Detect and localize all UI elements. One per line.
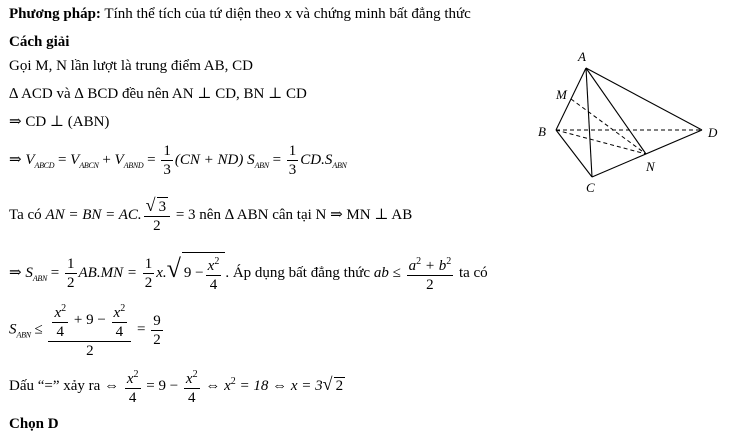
radicand: 2 bbox=[335, 377, 344, 394]
x-squared-eq-18: = 18 ⇔ x = 3 bbox=[235, 377, 323, 394]
numerator bbox=[144, 196, 170, 217]
numerator bbox=[125, 366, 141, 389]
implies-symbol: ⇒ bbox=[9, 264, 26, 281]
fraction-one-third bbox=[161, 142, 173, 179]
fraction-x2-over-4 bbox=[206, 253, 222, 294]
edge-ac bbox=[586, 68, 592, 177]
x: x bbox=[207, 258, 215, 274]
radical-sign: √ bbox=[166, 253, 181, 283]
label-n: N bbox=[646, 159, 655, 174]
numerator bbox=[112, 300, 128, 323]
denominator: 4 bbox=[209, 277, 218, 293]
equals: = bbox=[268, 151, 285, 168]
s-symbol: S bbox=[25, 264, 33, 281]
a: a bbox=[408, 258, 417, 274]
denominator: 4 bbox=[56, 324, 65, 340]
fraction-x2-over-4 bbox=[112, 300, 128, 341]
label-m: M bbox=[556, 87, 567, 102]
label-d: D bbox=[708, 125, 718, 140]
an-expression: AN = BN = AC. bbox=[45, 206, 142, 223]
conclusion-text: nên ∆ ABN cân tại N ⇒ MN ⊥ AB bbox=[195, 206, 413, 223]
tetrahedron-figure bbox=[530, 46, 730, 196]
equals: = bbox=[47, 264, 64, 281]
cn-plus-nd: (CN + ND) bbox=[174, 151, 244, 168]
method-text: Tính thể tích của tứ diện theo x và chứng minh bất đẳng thức bbox=[100, 6, 471, 22]
equals-nine-minus: = 9 − bbox=[142, 377, 182, 394]
exponent: 2 bbox=[192, 369, 198, 380]
subscript-abcd: ABCD bbox=[34, 160, 55, 170]
inequality-formula bbox=[9, 300, 165, 360]
fraction-nine-halves bbox=[151, 312, 163, 349]
an-bn-line bbox=[9, 196, 412, 235]
text: Dấu “=” xảy ra ⇔ bbox=[9, 377, 123, 394]
numerator bbox=[184, 366, 200, 389]
fraction-x2-over-4 bbox=[52, 300, 68, 341]
plus-b: + b bbox=[421, 258, 447, 274]
v-symbol: V bbox=[70, 151, 80, 168]
numerator: 9 bbox=[153, 312, 161, 329]
subscript-abn: ABN bbox=[32, 273, 48, 283]
s-symbol: S bbox=[247, 151, 255, 168]
equals: = bbox=[133, 321, 150, 338]
segment-mn-hidden bbox=[571, 99, 646, 154]
plus-nine-minus: + 9 − bbox=[70, 311, 110, 328]
radical-sign: √ bbox=[145, 195, 156, 215]
denominator: 2 bbox=[426, 277, 434, 293]
segment-bn-hidden bbox=[556, 130, 646, 154]
exponent: 2 bbox=[133, 369, 139, 380]
subscript-abn: ABN bbox=[254, 160, 269, 170]
equals: = bbox=[54, 151, 71, 168]
prefix-text: Ta có bbox=[9, 206, 46, 223]
text-line-1: Gọi M, N lần lượt là trung điểm AB, CD bbox=[9, 58, 253, 74]
fraction-one-half bbox=[65, 255, 77, 292]
section-title: Cách giải bbox=[9, 34, 70, 50]
exponent: 2 bbox=[61, 303, 67, 314]
fraction-sqrt3-over-2 bbox=[144, 196, 170, 235]
denominator: 3 bbox=[288, 162, 297, 178]
subscript-abcn: ABCN bbox=[79, 160, 99, 170]
numerator bbox=[52, 300, 68, 323]
volume-formula bbox=[9, 142, 347, 179]
subscript-abn: ABN bbox=[16, 330, 31, 340]
ab-le: ab ≤ bbox=[373, 264, 405, 281]
exponent: 2 bbox=[416, 256, 422, 267]
denominator: 3 bbox=[163, 162, 171, 178]
fraction-one-third bbox=[287, 142, 299, 179]
radicand bbox=[182, 252, 225, 294]
exponent: 2 bbox=[230, 375, 236, 387]
result: = 3 bbox=[172, 206, 196, 223]
denominator: 2 bbox=[144, 275, 153, 291]
equals: = bbox=[143, 151, 160, 168]
iff: ⇔ bbox=[201, 377, 225, 394]
denominator: 2 bbox=[86, 343, 94, 359]
label-c: C bbox=[586, 180, 595, 195]
v-symbol: V bbox=[25, 151, 35, 168]
label-b: B bbox=[538, 124, 546, 139]
numerator: 1 bbox=[163, 143, 171, 159]
denominator: 2 bbox=[153, 218, 161, 234]
x: x bbox=[113, 305, 121, 321]
numerator: 1 bbox=[288, 143, 297, 159]
exponent: 2 bbox=[214, 256, 220, 267]
big-fraction bbox=[48, 300, 131, 360]
exponent: 2 bbox=[120, 303, 126, 314]
numerator: 1 bbox=[67, 256, 75, 272]
text-line-3: ⇒ CD ⊥ (ABN) bbox=[9, 114, 110, 130]
equality-condition bbox=[9, 366, 345, 407]
fraction-x2-over-4 bbox=[125, 366, 141, 407]
cd-s: CD.S bbox=[300, 151, 333, 168]
numerator bbox=[48, 300, 131, 342]
nine-minus: 9 − bbox=[183, 264, 204, 281]
denominator: 4 bbox=[115, 324, 124, 340]
edge-ad bbox=[586, 68, 702, 130]
s-symbol: S bbox=[9, 321, 17, 338]
numerator bbox=[407, 253, 454, 276]
plus: + bbox=[98, 151, 115, 168]
implies-symbol: ⇒ bbox=[9, 151, 22, 168]
exponent: 2 bbox=[446, 256, 452, 267]
denominator: 4 bbox=[188, 390, 196, 406]
text-line-2: ∆ ACD và ∆ BCD đều nên AN ⊥ CD, BN ⊥ CD bbox=[9, 86, 307, 102]
answer-line: Chọn D bbox=[9, 416, 59, 432]
v-symbol: V bbox=[114, 151, 124, 168]
denominator: 2 bbox=[67, 275, 75, 291]
text: . Áp dụng bất đẳng thức bbox=[225, 264, 374, 281]
fraction-one-half bbox=[143, 255, 155, 292]
fraction-a2b2-over-2 bbox=[407, 253, 454, 294]
method-label: Phương pháp: bbox=[9, 6, 101, 22]
area-formula bbox=[9, 252, 488, 294]
ab-mn: AB.MN = bbox=[78, 264, 141, 281]
subscript-abnd: ABND bbox=[123, 160, 144, 170]
radical-sign: √ bbox=[322, 373, 333, 394]
denominator: 2 bbox=[153, 331, 161, 348]
fraction-x2-over-4 bbox=[184, 366, 200, 407]
le: ≤ bbox=[30, 321, 47, 338]
label-a: A bbox=[578, 49, 586, 64]
segment-an bbox=[586, 68, 646, 154]
x-dot: x. bbox=[156, 264, 167, 281]
radicand: 3 bbox=[158, 199, 167, 215]
edge-bc bbox=[556, 130, 592, 177]
subscript-abn: ABN bbox=[332, 160, 347, 170]
x: x bbox=[54, 305, 62, 321]
numerator: 1 bbox=[144, 256, 153, 272]
method-line bbox=[9, 6, 471, 23]
x: x bbox=[185, 371, 193, 387]
x: x bbox=[224, 377, 231, 394]
text: ta có bbox=[455, 264, 488, 281]
denominator: 4 bbox=[128, 390, 137, 406]
x: x bbox=[126, 371, 134, 387]
numerator bbox=[206, 253, 222, 276]
